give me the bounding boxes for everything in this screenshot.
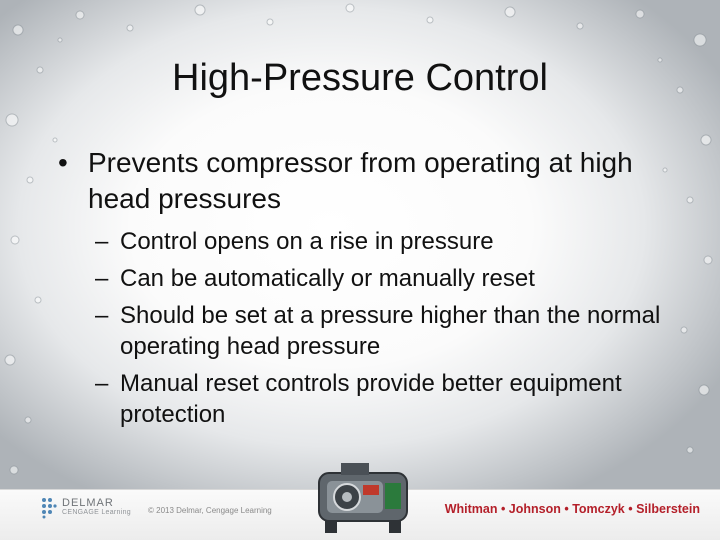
copyright-text: © 2013 Delmar, Cengage Learning [148,506,272,515]
logo-subtitle: CENGAGE Learning [62,509,131,516]
sub-bullet [95,368,675,430]
sub-bullet [95,263,675,294]
sub-bullet-marker: – [95,228,109,255]
sub-bullet-text: Should be set at a pressure higher than the normal operating head pressure [120,302,661,360]
sub-bullet [95,226,675,257]
delmar-logo-icon [40,496,58,520]
sub-bullet-list [95,226,675,436]
bullet-marker: • [58,147,68,178]
sub-bullet [95,300,675,362]
main-bullet [58,145,648,217]
slide-title: High-Pressure Control [172,57,548,99]
logo-name: DELMAR [62,497,114,509]
sub-bullet-marker: – [95,370,109,397]
sub-bullet-text: Manual reset controls provide better equipment protection [120,370,622,428]
sub-bullet-text: Control opens on a rise in pressure [120,228,494,255]
sub-bullet-marker: – [95,265,109,292]
authors-text: Whitman • Johnson • Tomczyk • Silberstein [444,502,700,516]
compressor-image [305,455,425,540]
sub-bullet-marker: – [95,302,109,329]
main-bullet-text: Prevents compressor from operating at high head pressures [88,147,633,214]
sub-bullet-text: Can be automatically or manually reset [120,265,535,292]
